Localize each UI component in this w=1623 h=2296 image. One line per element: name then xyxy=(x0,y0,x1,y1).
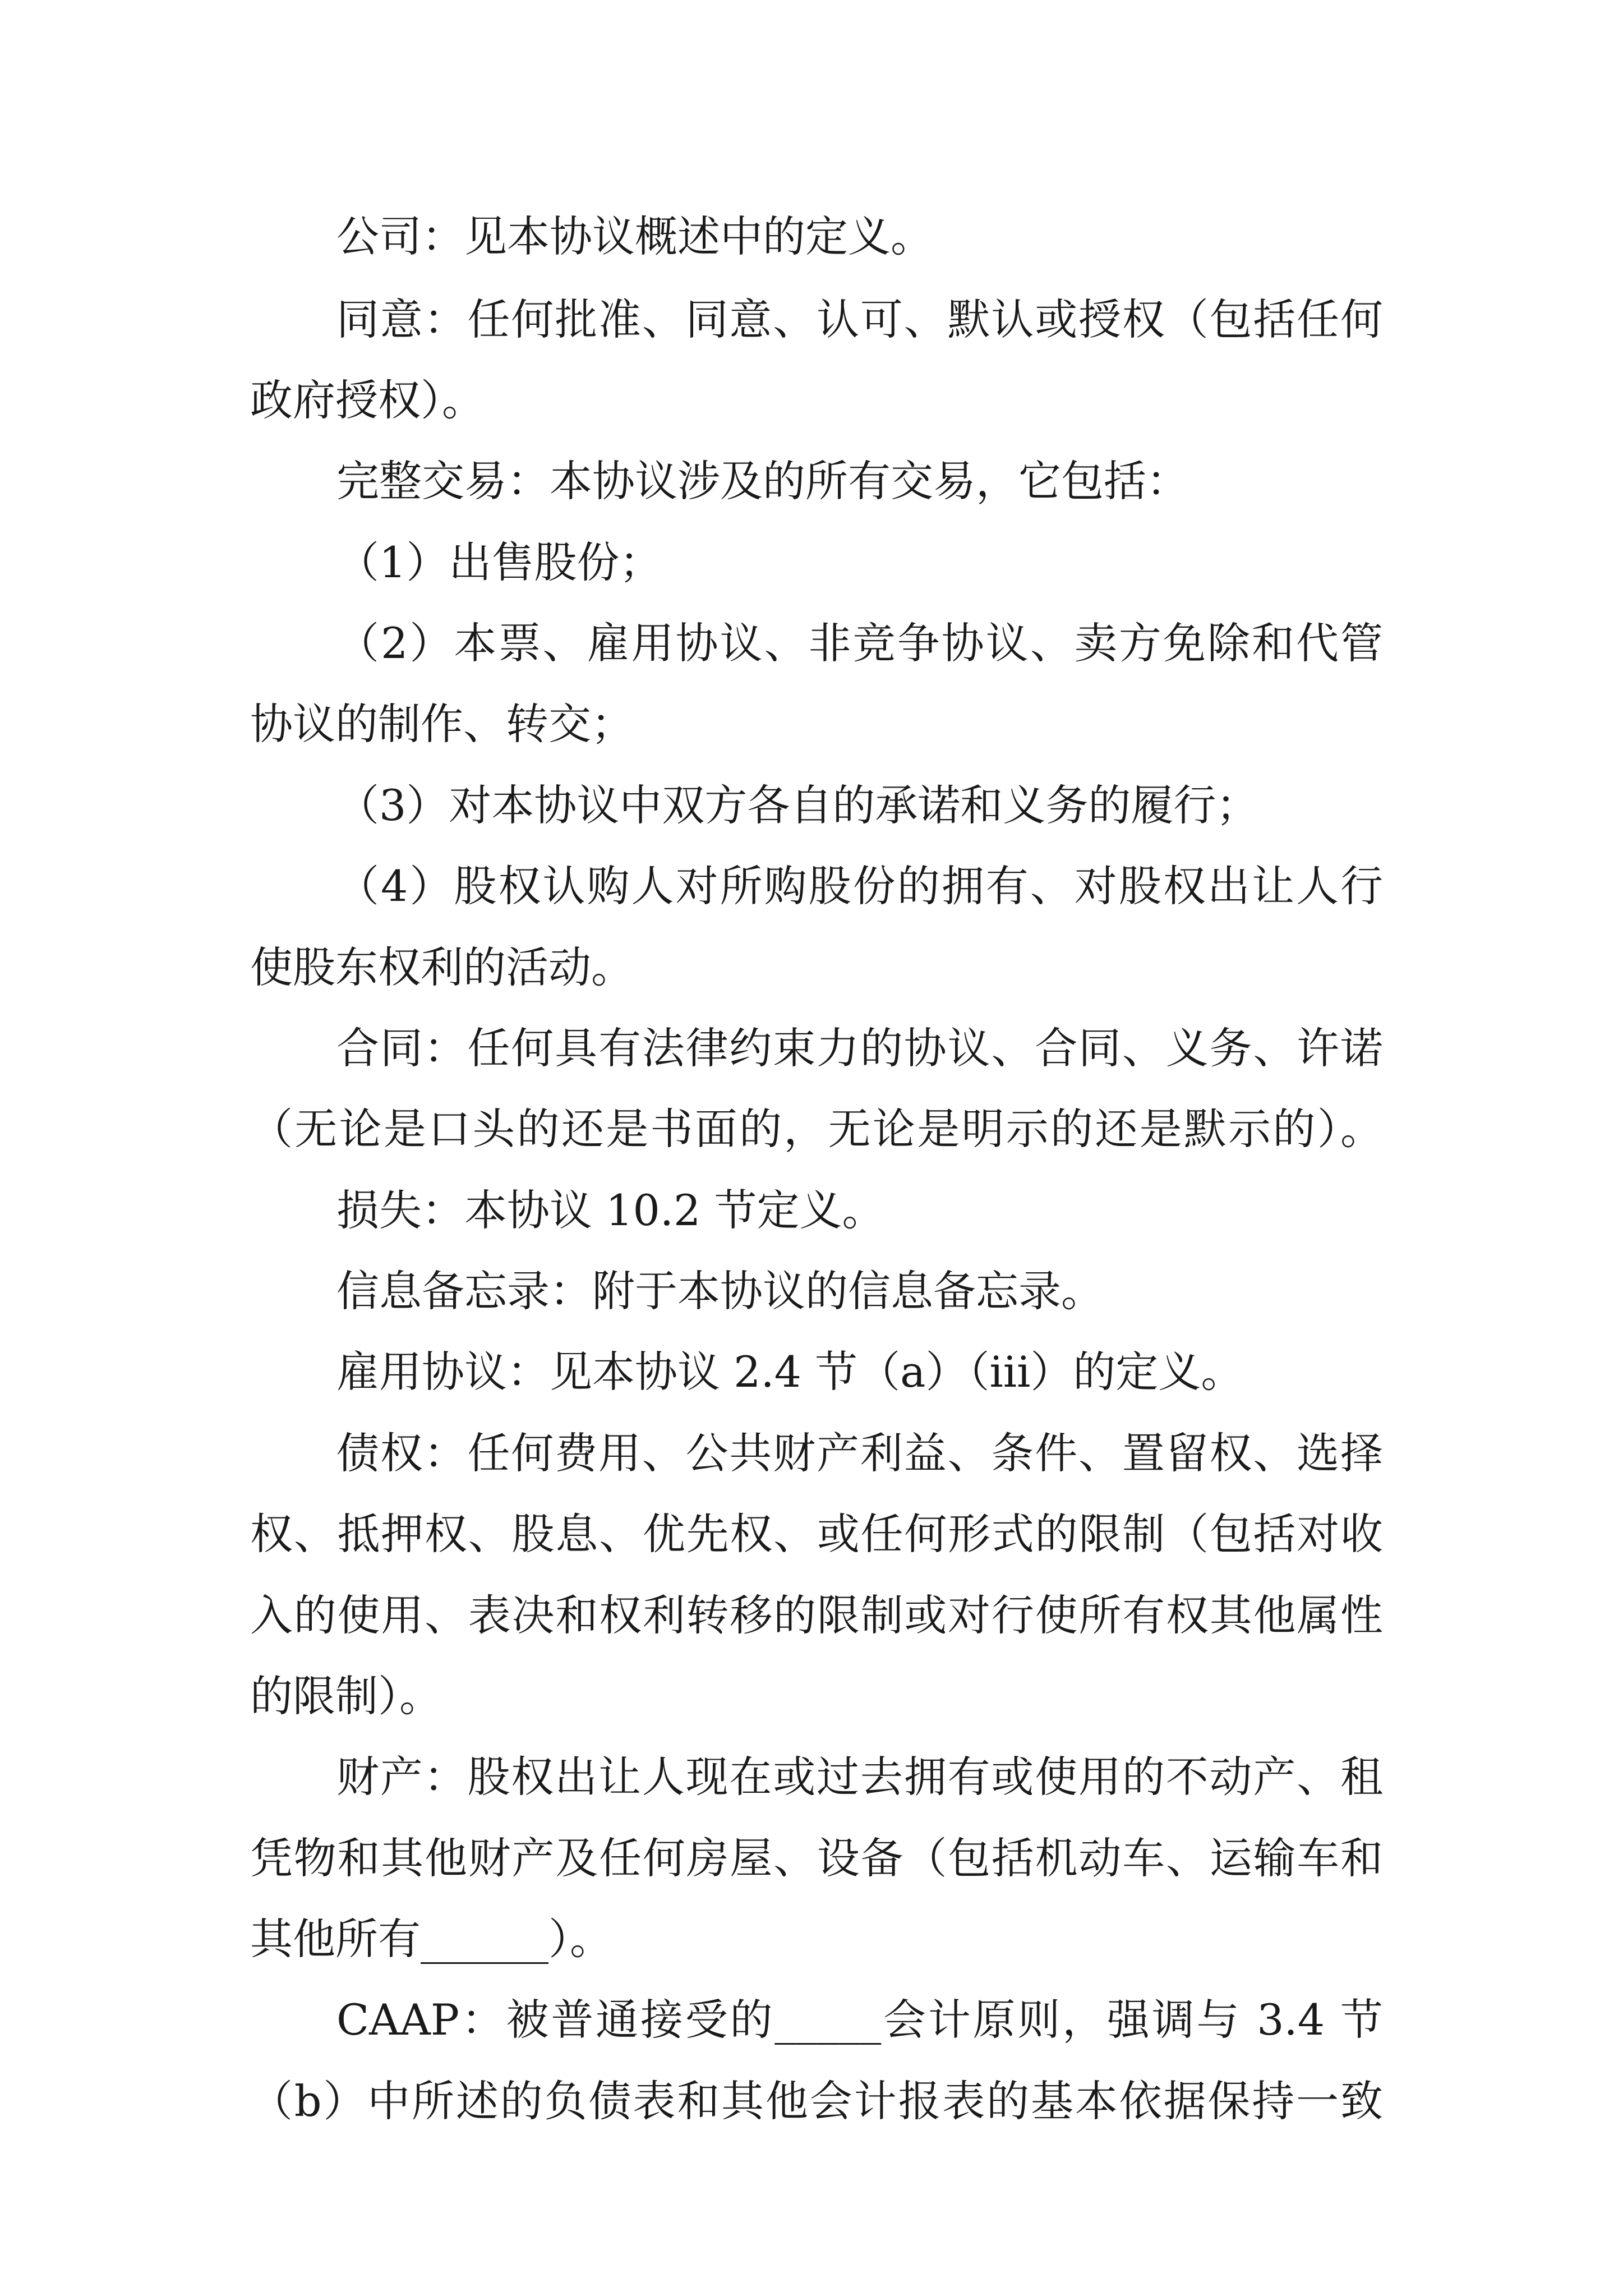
definition-encumbrance-cont-1: 权、抵押权、股息、优先权、或任何形式的限制（包括对收 xyxy=(250,1509,1383,1559)
definition-property: 财产：股权出让人现在或过去拥有或使用的不动产、租 xyxy=(336,1752,1383,1802)
transaction-item-1: （1）出售股份； xyxy=(336,537,662,587)
definition-company: 公司：见本协议概述中的定义。 xyxy=(336,211,933,261)
definition-property-cont-2: 其他所有______）。 xyxy=(250,1914,612,1964)
definition-consent: 同意：任何批准、同意、认可、默认或授权（包括任何 xyxy=(336,295,1383,344)
definition-employment-agreement: 雇用协议：见本协议 2.4 节（a）（iii）的定义。 xyxy=(336,1347,1244,1397)
transaction-item-2: （2）本票、雇用协议、非竞争协议、卖方免除和代管 xyxy=(336,618,1383,668)
definition-information-memorandum: 信息备忘录：附于本协议的信息备忘录。 xyxy=(336,1266,1104,1316)
transaction-item-2-cont: 协议的制作、转交； xyxy=(250,699,634,749)
definition-caap-cont: （b）中所述的负债表和其他会计报表的基本依据保持一致 xyxy=(250,2076,1383,2126)
definition-property-cont-1: 凭物和其他财产及任何房屋、设备（包括机动车、运输车和 xyxy=(250,1833,1383,1883)
definition-consent-cont: 政府授权）。 xyxy=(250,375,485,425)
transaction-item-3: （3）对本协议中双方各自的承诺和义务的履行； xyxy=(336,780,1259,830)
definition-losses: 损失：本协议 10.2 节定义。 xyxy=(336,1185,885,1235)
definition-complete-transaction: 完整交易：本协议涉及的所有交易，它包括： xyxy=(336,456,1189,506)
transaction-item-4-cont: 使股东权利的活动。 xyxy=(250,942,634,992)
definition-encumbrance-cont-3: 的限制）。 xyxy=(250,1671,442,1721)
definition-encumbrance-cont-2: 入的使用、表决和权利转移的限制或对行使所有权其他属性 xyxy=(250,1590,1383,1640)
definition-contract: 合同：任何具有法律约束力的协议、合同、义务、许诺 xyxy=(336,1023,1383,1073)
definition-caap: CAAP：被普通接受的_____会计原则，强调与 3.4 节 xyxy=(336,1995,1383,2045)
definition-contract-cont: （无论是口头的还是书面的，无论是明示的还是默示的）。 xyxy=(250,1104,1383,1154)
transaction-item-4: （4）股权认购人对所购股份的拥有、对股权出让人行 xyxy=(336,861,1383,911)
definition-encumbrance: 债权：任何费用、公共财产利益、条件、置留权、选择 xyxy=(336,1428,1383,1478)
